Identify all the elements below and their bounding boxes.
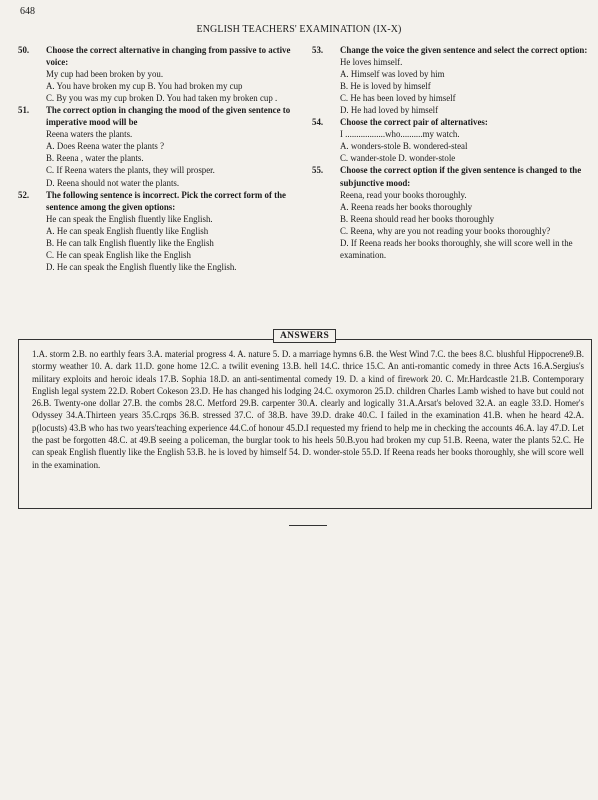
option-line: D. Reena should not water the plants. bbox=[46, 177, 180, 188]
given-sentence: Reena waters the plants. bbox=[46, 129, 133, 140]
option-line: C. Reena, why are you not reading your books thoroughly? bbox=[340, 225, 551, 236]
option-line: A. Does Reena water the plants ? bbox=[46, 141, 165, 152]
right-column bbox=[312, 44, 588, 261]
option-line: A. wonders-stole B. wondered-steal bbox=[340, 141, 468, 152]
option-line: A. You have broken my cup B. You had broken my cup bbox=[46, 81, 243, 92]
option-line: B. He can talk English fluently like the English bbox=[46, 237, 214, 248]
question-number: 51. bbox=[18, 105, 30, 116]
question-stem: Choose the correct alternative in changing from passive to active voice: bbox=[46, 45, 291, 68]
option-line: B. Reena , water the plants. bbox=[46, 153, 144, 164]
answers-title: ANSWERS bbox=[273, 329, 336, 343]
option-line: C. If Reena waters the plants, they will prosper. bbox=[46, 165, 215, 176]
question-stem: Choose the correct option if the given sentence is changed to the subjunctive mood: bbox=[340, 165, 582, 188]
question-53 bbox=[312, 44, 588, 116]
given-sentence: Reena, read your books thoroughly. bbox=[340, 189, 467, 200]
question-number: 52. bbox=[18, 189, 30, 200]
option-line: B. He is loved by himself bbox=[340, 81, 431, 92]
answers-text: 1.A. storm 2.B. no earthly fears 3.A. material progress 4. A. nature 5. D. a marriage hymns 6.B. the West Wind 7.C. the bees 8.C. blushful Hippocrene9.B. stormy weather 10. A. dark 11.D. gone home 12.C. a twilit evening 13.B. hell 14.C. thrice 15.C. An anti-romantic comedy in three Acts 16.A.Sergius's military exploits and heroic ideals 17.B. Sophia 18.D. an anti-sentimental comedy 19. D. a kind of firework 20. C. Mr.Hardcastle 21.B. Contemporary English legal system 22.D. Robert Cokeson 23.D. He has changed his lodging 24.C. oxymoron 25.D. children Charles Lamb wished to have but could not 26.B. Twenty-one dollar 27.B. the combs 28.C. Metford 29.B. carpenter 30.A. clearly and logically 31.A.Arsat's beloved 32.A. an eagle 33.D. Homer's Odyssey 34.A.Thirteen years 35.C.rqps 36.B. stressed 37.C. of 38.B. have 39.D. drake 40.C. I failed in the examination 41.B. when he heard 42.A. p(locusts) 43.B who has two years'teaching experience 44.C.of honour 45.D.I requested my friend to help me in checking the accounts 46.A. lay 47.D. Let the past be forgotten 48.C. at 49.B seeing a policeman, the burglar took to his heels 50.B.you had broken my cup 51.B. Reena, water the plants 52.C. He can speak English fluently like the English 53.B. he is loved by himself 54. D. wonder-stole 55.D. If Reena reads her books thoroughly, she will score well in the examination. bbox=[32, 349, 584, 470]
question-50 bbox=[18, 44, 306, 104]
question-52 bbox=[18, 189, 306, 273]
option-line: A. Himself was loved by him bbox=[340, 69, 445, 80]
section-divider bbox=[289, 525, 327, 526]
running-head: ENGLISH TEACHERS' EXAMINATION (IX-X) bbox=[196, 24, 402, 35]
question-stem: Choose the correct pair of alternatives: bbox=[340, 117, 488, 128]
question-number: 54. bbox=[312, 117, 324, 128]
question-55 bbox=[312, 164, 588, 260]
question-stem: The following sentence is incorrect. Pick the correct form of the sentence among the given options: bbox=[46, 189, 286, 212]
option-line: B. Reena should read her books thoroughly bbox=[340, 213, 495, 224]
option-line: C. wander-stole D. wonder-stole bbox=[340, 153, 456, 164]
option-line: A. Reena reads her books thoroughly bbox=[340, 201, 473, 212]
option-line: C. He can speak English like the English bbox=[46, 249, 191, 260]
given-sentence: He can speak the English fluently like English. bbox=[46, 213, 213, 224]
question-number: 50. bbox=[18, 45, 30, 55]
option-line: D. If Reena reads her books thoroughly, she will score well in the examination. bbox=[340, 237, 573, 260]
left-column bbox=[18, 44, 306, 273]
question-number: 55. bbox=[312, 165, 324, 176]
question-54 bbox=[312, 116, 588, 164]
given-sentence: My cup had been broken by you. bbox=[46, 69, 164, 80]
question-51 bbox=[18, 104, 306, 188]
page-number: 648 bbox=[20, 6, 35, 17]
option-line: C. He has been loved by himself bbox=[340, 93, 456, 104]
question-stem: The correct option in changing the mood of the given sentence to imperative mood will be bbox=[46, 105, 291, 128]
given-sentence: He loves himself. bbox=[340, 57, 403, 68]
given-sentence: I ..................who..........my watch. bbox=[340, 129, 460, 140]
option-line: D. He had loved by himself bbox=[340, 105, 439, 116]
option-line: C. By you was my cup broken D. You had taken my broken cup . bbox=[46, 93, 278, 104]
question-number: 53. bbox=[312, 45, 324, 55]
question-stem: Change the voice the given sentence and select the correct option: bbox=[340, 45, 588, 55]
option-line: D. He can speak the English fluently like the English. bbox=[46, 261, 237, 272]
option-line: A. He can speak English fluently like English bbox=[46, 225, 209, 236]
